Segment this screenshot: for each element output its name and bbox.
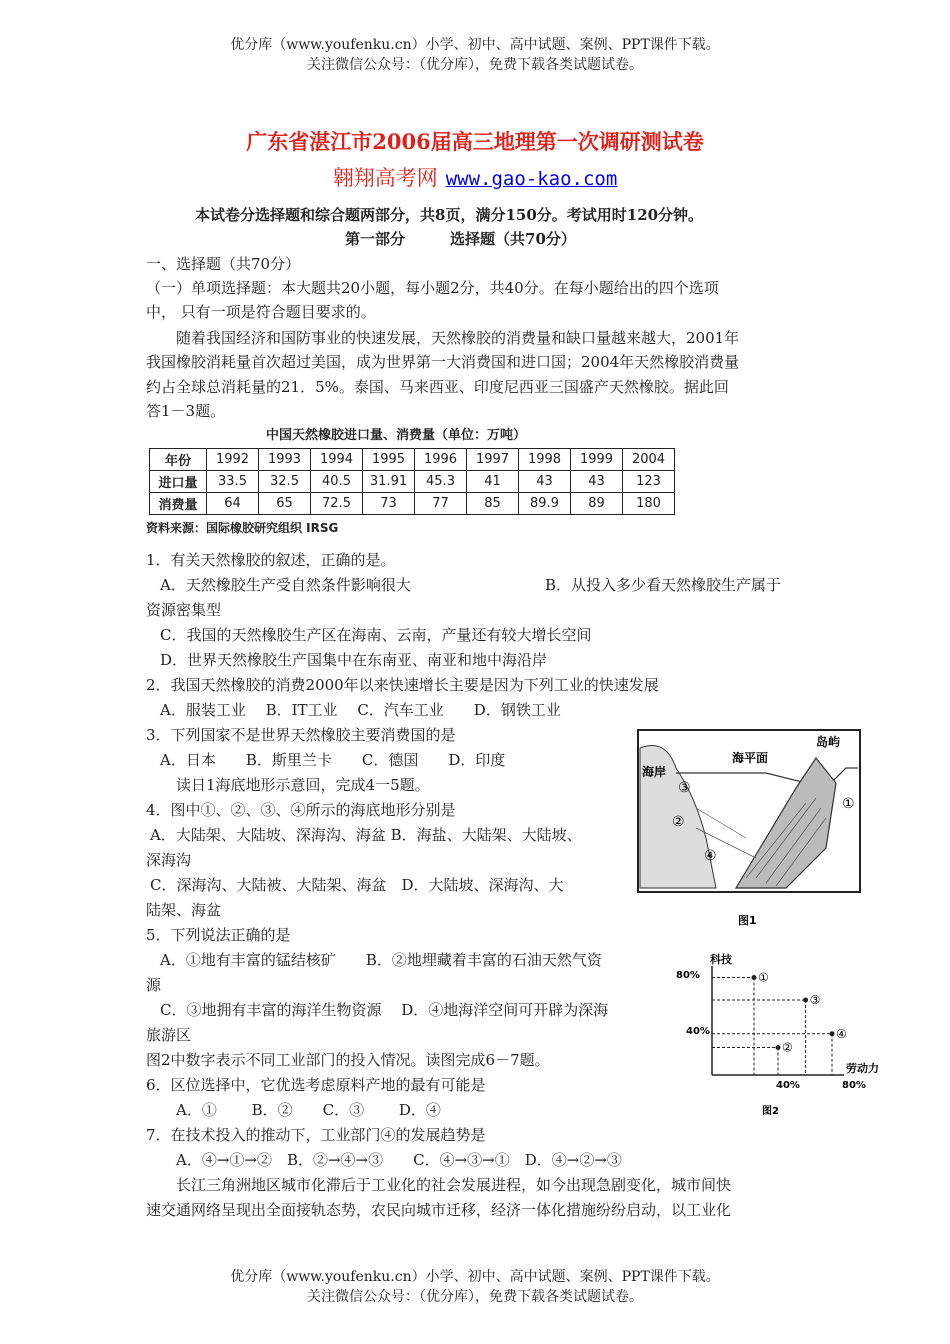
y-tick-80: 80%	[676, 970, 700, 981]
table-cell: 180	[623, 493, 675, 515]
read-figure-2: 图2中数字表示不同工业部门的投入情况。读图完成6－7题。	[146, 1051, 550, 1069]
data-point	[776, 1045, 781, 1050]
table-cell: 64	[207, 493, 259, 515]
rubber-table	[149, 448, 675, 515]
question-7: 7．在技术投入的推动下，工业部门④的发展趋势是	[146, 1126, 486, 1144]
label-coast: 海岸	[642, 765, 667, 779]
x-tick-80: 80%	[842, 1080, 866, 1091]
instructions-1: （一）单项选择题：本大题共20小题，每小题2分，共40分。在每小题给出的四个选项	[146, 279, 719, 297]
question-2: 2．我国天然橡胶的消费2000年以来快速增长主要是因为下列工业的快速发展	[146, 676, 659, 694]
point-label: ④	[836, 1026, 847, 1041]
part-heading: 第一部分 选择题（共70分）	[345, 230, 576, 248]
site-name: 翱翔高考网	[332, 166, 438, 190]
table-cell: 43	[571, 471, 623, 493]
table-caption: 中国天然橡胶进口量、消费量（单位：万吨）	[266, 428, 527, 443]
table-row-imports	[150, 471, 675, 493]
table-cell: 1992	[207, 449, 259, 471]
data-point	[803, 998, 808, 1003]
data-point	[830, 1031, 835, 1036]
figure-2-caption: 图2	[762, 1106, 779, 1117]
table-cell: 31.91	[363, 471, 415, 493]
table-cell: 1997	[467, 449, 519, 471]
table-cell: 32.5	[259, 471, 311, 493]
marker-4: ④	[704, 848, 717, 864]
label-sea-level: 海平面	[732, 751, 769, 765]
table-row-label: 年份	[150, 449, 207, 471]
table-cell: 43	[519, 471, 571, 493]
table-cell: 1993	[259, 449, 311, 471]
question-1: 1．有关天然橡胶的叙述，正确的是。	[146, 551, 396, 569]
table-cell: 1994	[311, 449, 363, 471]
table-cell: 40.5	[311, 471, 363, 493]
q5-options-ab-cont: 源	[146, 976, 162, 994]
section-heading: 一、选择题（共70分）	[146, 255, 301, 273]
passage-1-line-4: 答1－3题。	[146, 402, 226, 420]
figure-1-seafloor	[636, 728, 864, 928]
passage-1-line-2: 我国橡胶消耗量首次超过美国，成为世界第一大消费国和进口国；2004年天然橡胶消费量	[146, 353, 740, 371]
q1-option-b: B．从投入多少看天然橡胶生产属于	[545, 576, 782, 594]
header-line-1: 优分库（www.youfenku.cn）小学、初中、高中试题、案例、PPT课件下载。	[230, 37, 720, 53]
q3-options: A．日本 B．斯里兰卡 C．德国 D．印度	[160, 751, 506, 769]
q5-options-cd-cont: 旅游区	[146, 1026, 192, 1044]
data-point	[752, 975, 757, 980]
table-row-years	[150, 449, 675, 471]
table-cell: 89.9	[519, 493, 571, 515]
table-row-label: 消费量	[150, 493, 207, 515]
table-cell: 123	[623, 471, 675, 493]
marker-1: ①	[842, 796, 855, 812]
table-cell: 33.5	[207, 471, 259, 493]
passage-2-line-2: 速交通网络呈现出全面接轨态势，农民向城市迁移，经济一体化措施纷纷启动，以工业化	[146, 1201, 732, 1219]
table-row-consumption	[150, 493, 675, 515]
table-cell: 45.3	[415, 471, 467, 493]
label-island: 岛屿	[816, 735, 841, 749]
instructions-2: 中， 只有一项是符合题目要求的。	[146, 303, 376, 321]
table-source: 资料来源：国际橡胶研究组织 IRSG	[146, 521, 339, 535]
header-line-2: 关注微信公众号：（优分库），免费下载各类试题试卷。	[307, 57, 643, 73]
figure-1-caption: 图1	[738, 914, 757, 927]
q2-options: A．服装工业 B．IT工业 C．汽车工业 D．钢铁工业	[160, 701, 561, 719]
x-axis-label: 劳动力	[846, 1062, 879, 1075]
passage-2-line-1: 长江三角洲地区城市化滞后于工业化的社会发展进程，如今出现急剧变化，城市间快	[176, 1176, 732, 1194]
table-cell: 2004	[623, 449, 675, 471]
question-3: 3．下列国家不是世界天然橡胶主要消费国的是	[146, 726, 456, 744]
q7-options: A．④→①→② B．②→④→③ C．④→③→① D．④→②→③	[176, 1151, 622, 1169]
q4-options-ab: A．大陆架、大陆坡、深海沟、海盆 B．海盐、大陆架、大陆坡、	[150, 826, 582, 844]
question-4: 4．图中①、②、③、④所示的海底地形分别是	[146, 801, 456, 819]
table-cell: 1996	[415, 449, 467, 471]
q5-options-cd: C．③地拥有丰富的海洋生物资源 D．④地海洋空间可开辟为深海	[160, 1001, 609, 1019]
subtitle	[0, 162, 950, 192]
q4-options-cd: C．深海沟、大陆被、大陆架、海盆 D．大陆坡、深海沟、大	[150, 876, 564, 894]
question-6: 6．区位选择中，它优选考虑原料产地的最有可能是	[146, 1076, 486, 1094]
y-tick-40: 40%	[686, 1026, 710, 1037]
question-5: 5．下列说法正确的是	[146, 926, 291, 944]
table-cell: 1995	[363, 449, 415, 471]
table-cell: 89	[571, 493, 623, 515]
q5-options-ab: A．①地有丰富的锰结核矿 B．②地埋藏着丰富的石油天然气资	[160, 951, 602, 969]
figure-2-chart	[676, 950, 896, 1120]
q1-option-b-cont: 资源密集型	[146, 601, 222, 619]
q1-option-d: D．世界天然橡胶生产国集中在东南亚、南亚和地中海沿岸	[160, 651, 548, 669]
footer-line-2: 关注微信公众号：（优分库），免费下载各类试题试卷。	[307, 1289, 643, 1305]
page-title: 广东省湛江市2006届高三地理第一次调研测试卷	[246, 129, 704, 154]
table-cell: 65	[259, 493, 311, 515]
footer-line-1: 优分库（www.youfenku.cn）小学、初中、高中试题、案例、PPT课件下载。	[230, 1269, 720, 1285]
y-axis-label: 科技	[710, 953, 732, 966]
point-label: ①	[758, 970, 769, 985]
site-link[interactable]: www.gao-kao.com	[445, 168, 618, 190]
table-cell: 85	[467, 493, 519, 515]
table-cell: 1999	[571, 449, 623, 471]
table-cell: 1998	[519, 449, 571, 471]
marker-3: ③	[678, 780, 691, 796]
point-label: ③	[809, 993, 821, 1007]
chart-marks	[712, 971, 847, 1076]
table-row-label: 进口量	[150, 471, 207, 493]
passage-1-line-3: 约占全球总消耗量的21．5%。泰国、马来西亚、印度尼西亚三国盛产天然橡胶。据此回	[146, 378, 729, 396]
x-tick-40: 40%	[776, 1080, 800, 1091]
q1-option-c: C．我国的天然橡胶生产区在海南、云南，产量还有较大增长空间	[160, 626, 592, 644]
q6-options: A．① B．② C．③ D．④	[176, 1101, 441, 1119]
q1-option-a: A．天然橡胶生产受自然条件影响很大	[160, 576, 411, 594]
q4-options-ab-cont: 深海沟	[146, 851, 192, 869]
passage-1-line-1: 随着我国经济和国防事业的快速发展，天然橡胶的消费量和缺口量越来越大，2001年	[176, 329, 740, 347]
point-label: ②	[782, 1040, 793, 1055]
table-cell: 73	[363, 493, 415, 515]
q4-options-cd-cont: 陆架、海盆	[146, 901, 222, 919]
intro: 本试卷分选择题和综合题两部分，共8页，满分150分。考试用时120分钟。	[195, 206, 704, 224]
marker-2: ②	[672, 814, 685, 830]
read-figure-1: 读日1海底地形示意回，完成4一5题。	[176, 776, 430, 794]
table-cell: 77	[415, 493, 467, 515]
table-cell: 72.5	[311, 493, 363, 515]
table-cell: 41	[467, 471, 519, 493]
